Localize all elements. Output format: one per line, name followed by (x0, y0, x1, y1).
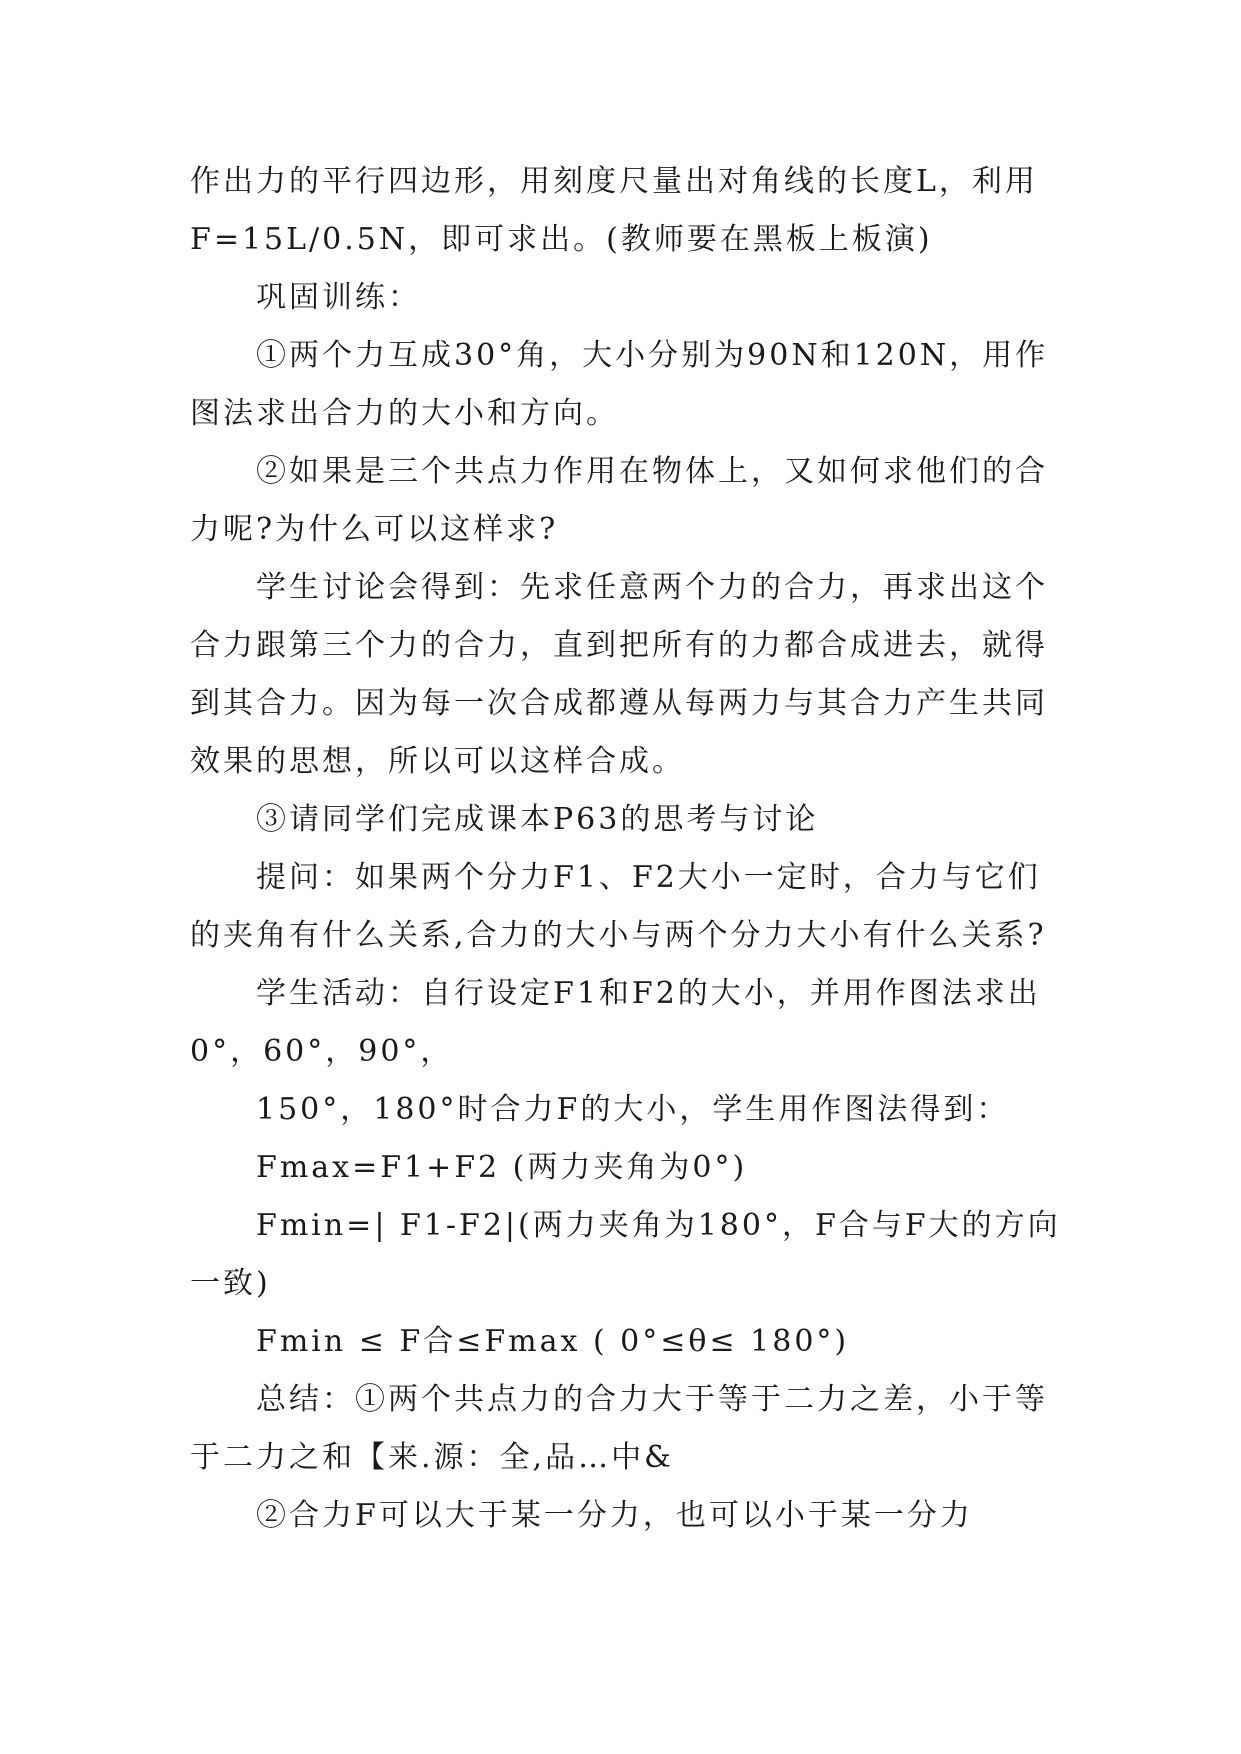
text-line: 一致) (190, 1266, 271, 1301)
text-line: 合力跟第三个力的合力，直到把所有的力都合成进去，就得 (190, 628, 1048, 663)
formula-line: Fmax=F1+F2 (两力夹角为0°) (256, 1150, 748, 1185)
text-line: 学生讨论会得到：先求任意两个力的合力，再求出这个 (256, 570, 1048, 605)
text-line: 的夹角有什么关系,合力的大小与两个分力大小有什么关系? (190, 918, 1047, 953)
text-line: 提问：如果两个分力F1、F2大小一定时，合力与它们 (256, 860, 1041, 895)
formula-line: Fmin=| F1-F2|(两力夹角为180°，F合与F大的方向 (256, 1208, 1061, 1243)
text-line: 总结：①两个共点力的合力大于等于二力之差，小于等 (256, 1382, 1048, 1417)
text-line: 于二力之和【来.源：全,品…中& (190, 1440, 674, 1475)
text-line: 效果的思想，所以可以这样合成。 (190, 744, 685, 779)
text-line: F=15L/0.5N，即可求出。(教师要在黑板上板演) (190, 222, 933, 257)
text-line: 图法求出合力的大小和方向。 (190, 396, 619, 431)
text-line: 力呢?为什么可以这样求? (190, 512, 559, 547)
text-line: ②合力F可以大于某一分力，也可以小于某一分力 (256, 1498, 973, 1533)
text-line: 到其合力。因为每一次合成都遵从每两力与其合力产生共同 (190, 686, 1048, 721)
text-line: ③请同学们完成课本P63的思考与讨论 (256, 802, 819, 837)
text-line: ②如果是三个共点力作用在物体上，又如何求他们的合 (256, 454, 1048, 489)
text-line: 作出力的平行四边形，用刻度尺量出对角线的长度L，利用 (190, 164, 1038, 199)
text-line: ①两个力互成30°角，大小分别为90N和120N，用作 (256, 338, 1049, 373)
text-line: 150°，180°时合力F的大小，学生用作图法得到： (256, 1092, 1010, 1127)
section-heading: 巩固训练： (256, 280, 421, 315)
text-line: 0°，60°，90°， (190, 1034, 454, 1069)
text-line: 学生活动：自行设定F1和F2的大小，并用作图法求出 (256, 976, 1041, 1011)
formula-line: Fmin ≤ F合≤Fmax ( 0°≤θ≤ 180°) (256, 1324, 850, 1359)
